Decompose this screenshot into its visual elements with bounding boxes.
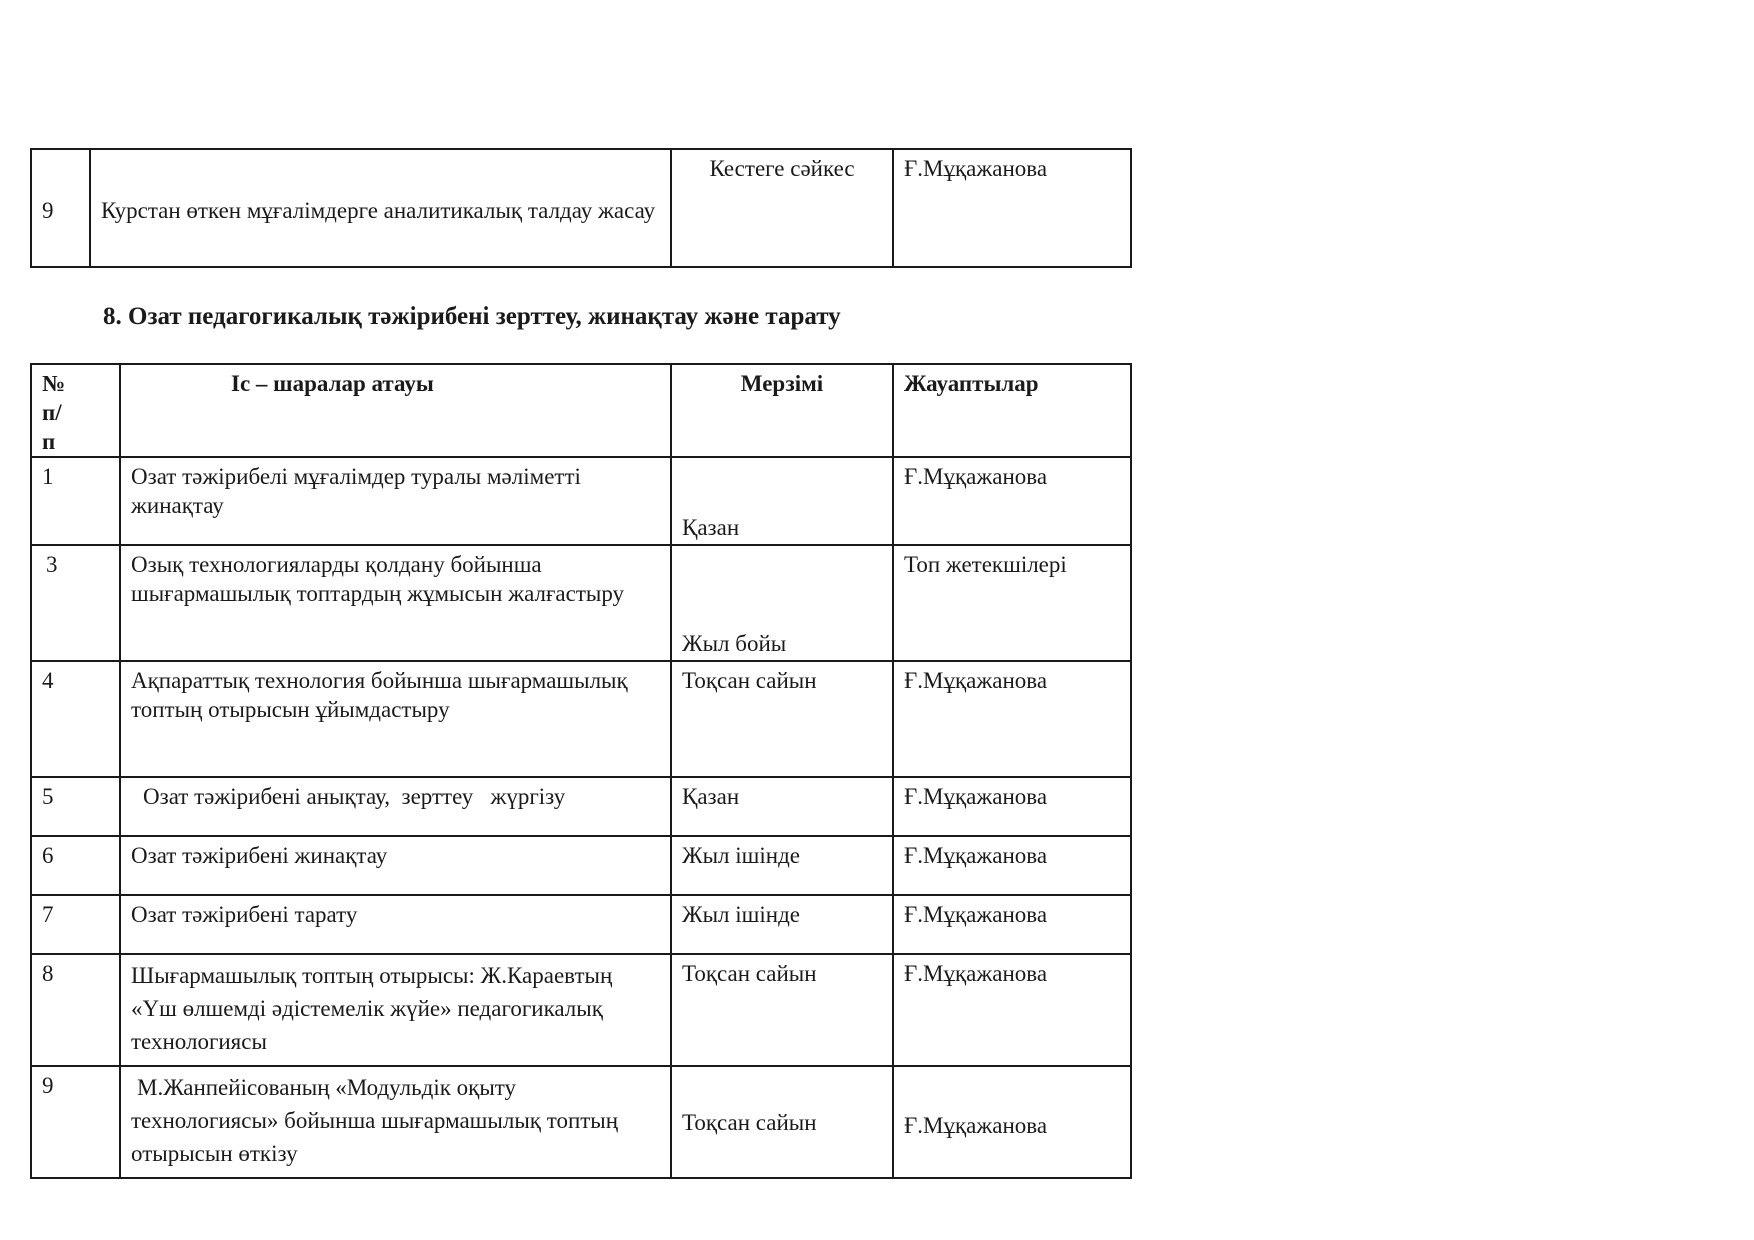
table-row <box>31 545 1131 661</box>
row-number <box>31 1066 120 1178</box>
deadline-cell <box>671 149 893 267</box>
activity-cell <box>120 1066 671 1178</box>
table-header-row <box>31 364 1131 457</box>
activity-cell <box>120 954 671 1066</box>
table-row <box>31 457 1131 545</box>
deadline-cell <box>671 545 893 661</box>
activity-text: Озат тәжірибені анықтау, зерттеу жүргізу <box>143 784 566 809</box>
activity-text: Озат тәжірибені жинақтау <box>131 843 388 868</box>
activity-cell <box>120 836 671 895</box>
table-row <box>31 661 1131 777</box>
activity-text: Озат тәжірибелі мұғалімдер туралы мәліметті жинақтау <box>131 464 581 518</box>
deadline-text: Кестеге сәйкес <box>709 156 855 181</box>
table-row <box>31 1066 1131 1178</box>
activity-text: Озық технологияларды қолдану бойынша шығармашылық топтардың жұмысын жалғастыру <box>131 552 625 606</box>
activity-text: Шығармашылық топтың отырысы: Ж.Караевтың «Үш өлшемді әдістемелік жүйе» педагогикалық технологиясы <box>131 963 613 1054</box>
activity-text: М.Жанпейісованың «Модульдік оқыту технологиясы» бойынша шығармашылық топтың отырысын өткізу <box>131 1075 619 1166</box>
responsible-text: Ғ.Мұқажанова <box>904 961 1048 986</box>
row-number-text: 8 <box>42 961 54 986</box>
table-row <box>31 836 1131 895</box>
row-number-text: 5 <box>42 784 54 809</box>
deadline-text: Жыл бойы <box>682 631 787 656</box>
activity-cell <box>120 661 671 777</box>
responsible-cell <box>893 954 1131 1066</box>
deadline-text: Жыл ішінде <box>682 843 800 868</box>
section-title: 8. Озат педагогикалық тәжірибені зерттеу, жинақтау және тарату <box>103 303 841 330</box>
row-number <box>31 149 90 267</box>
responsible-text: Ғ.Мұқажанова <box>904 668 1048 693</box>
row-number-text: 7 <box>42 902 54 927</box>
header-activity <box>120 364 671 457</box>
deadline-text: Жыл ішінде <box>682 902 800 927</box>
header-responsible-text: Жауаптылар <box>904 371 1039 396</box>
row-number <box>31 777 120 836</box>
row-number <box>31 836 120 895</box>
row-number <box>31 895 120 954</box>
row-number <box>31 457 120 545</box>
activity-text: Курстан өткен мұғалімдерге аналитикалық талдау жасау <box>101 197 656 223</box>
responsible-cell <box>893 661 1131 777</box>
activity-cell <box>120 457 671 545</box>
activity-text: Ақпараттық технология бойынша шығармашылық топтың отырысын ұйымдастыру <box>131 668 628 722</box>
row-number <box>31 661 120 777</box>
responsible-text: Ғ.Мұқажанова <box>904 902 1048 927</box>
responsible-cell <box>893 1066 1131 1178</box>
row-number-text: 3 <box>46 552 58 577</box>
responsible-text: Ғ.Мұқажанова <box>904 784 1048 809</box>
responsible-text: Ғ.Мұқажанова <box>904 464 1048 489</box>
row-number <box>31 545 120 661</box>
responsible-cell <box>893 457 1131 545</box>
responsible-text: Ғ.Мұқажанова <box>904 1112 1048 1138</box>
deadline-cell <box>671 457 893 545</box>
header-deadline <box>671 364 893 457</box>
previous-section-table <box>30 148 1132 268</box>
responsible-text: Ғ.Мұқажанова <box>904 843 1048 868</box>
header-responsible <box>893 364 1131 457</box>
deadline-cell <box>671 661 893 777</box>
responsible-text: Ғ.Мұқажанова <box>904 156 1048 181</box>
responsible-cell <box>893 545 1131 661</box>
responsible-cell <box>893 777 1131 836</box>
responsible-cell <box>893 895 1131 954</box>
activity-cell <box>120 777 671 836</box>
deadline-cell <box>671 1066 893 1178</box>
row-number-text: 9 <box>42 197 54 223</box>
row-number-text: 6 <box>42 843 54 868</box>
activity-cell <box>120 545 671 661</box>
row-number-text: 9 <box>42 1073 54 1098</box>
responsible-text: Топ жетекшілері <box>904 552 1067 577</box>
deadline-cell <box>671 777 893 836</box>
header-activity-text: Іс – шаралар атауы <box>231 371 434 396</box>
deadline-cell <box>671 836 893 895</box>
table-row <box>31 895 1131 954</box>
header-num-text: № п/п <box>42 371 66 454</box>
activity-cell <box>120 895 671 954</box>
deadline-text: Тоқсан сайын <box>682 1109 817 1135</box>
row-number-text: 1 <box>42 464 54 489</box>
deadline-cell <box>671 954 893 1066</box>
deadline-text: Қазан <box>682 515 740 540</box>
responsible-cell <box>893 149 1131 267</box>
best-practice-table <box>30 363 1132 1179</box>
activity-cell <box>90 149 671 267</box>
deadline-text: Тоқсан сайын <box>682 668 817 693</box>
activity-text: Озат тәжірибені тарату <box>131 902 358 927</box>
table-row <box>31 777 1131 836</box>
row-number <box>31 954 120 1066</box>
deadline-cell <box>671 895 893 954</box>
table-row <box>31 149 1131 267</box>
row-number-text: 4 <box>42 668 54 693</box>
header-num <box>31 364 120 457</box>
responsible-cell <box>893 836 1131 895</box>
table-row <box>31 954 1131 1066</box>
header-deadline-text: Мерзімі <box>740 371 824 396</box>
deadline-text: Қазан <box>682 784 740 809</box>
deadline-text: Тоқсан сайын <box>682 961 817 986</box>
